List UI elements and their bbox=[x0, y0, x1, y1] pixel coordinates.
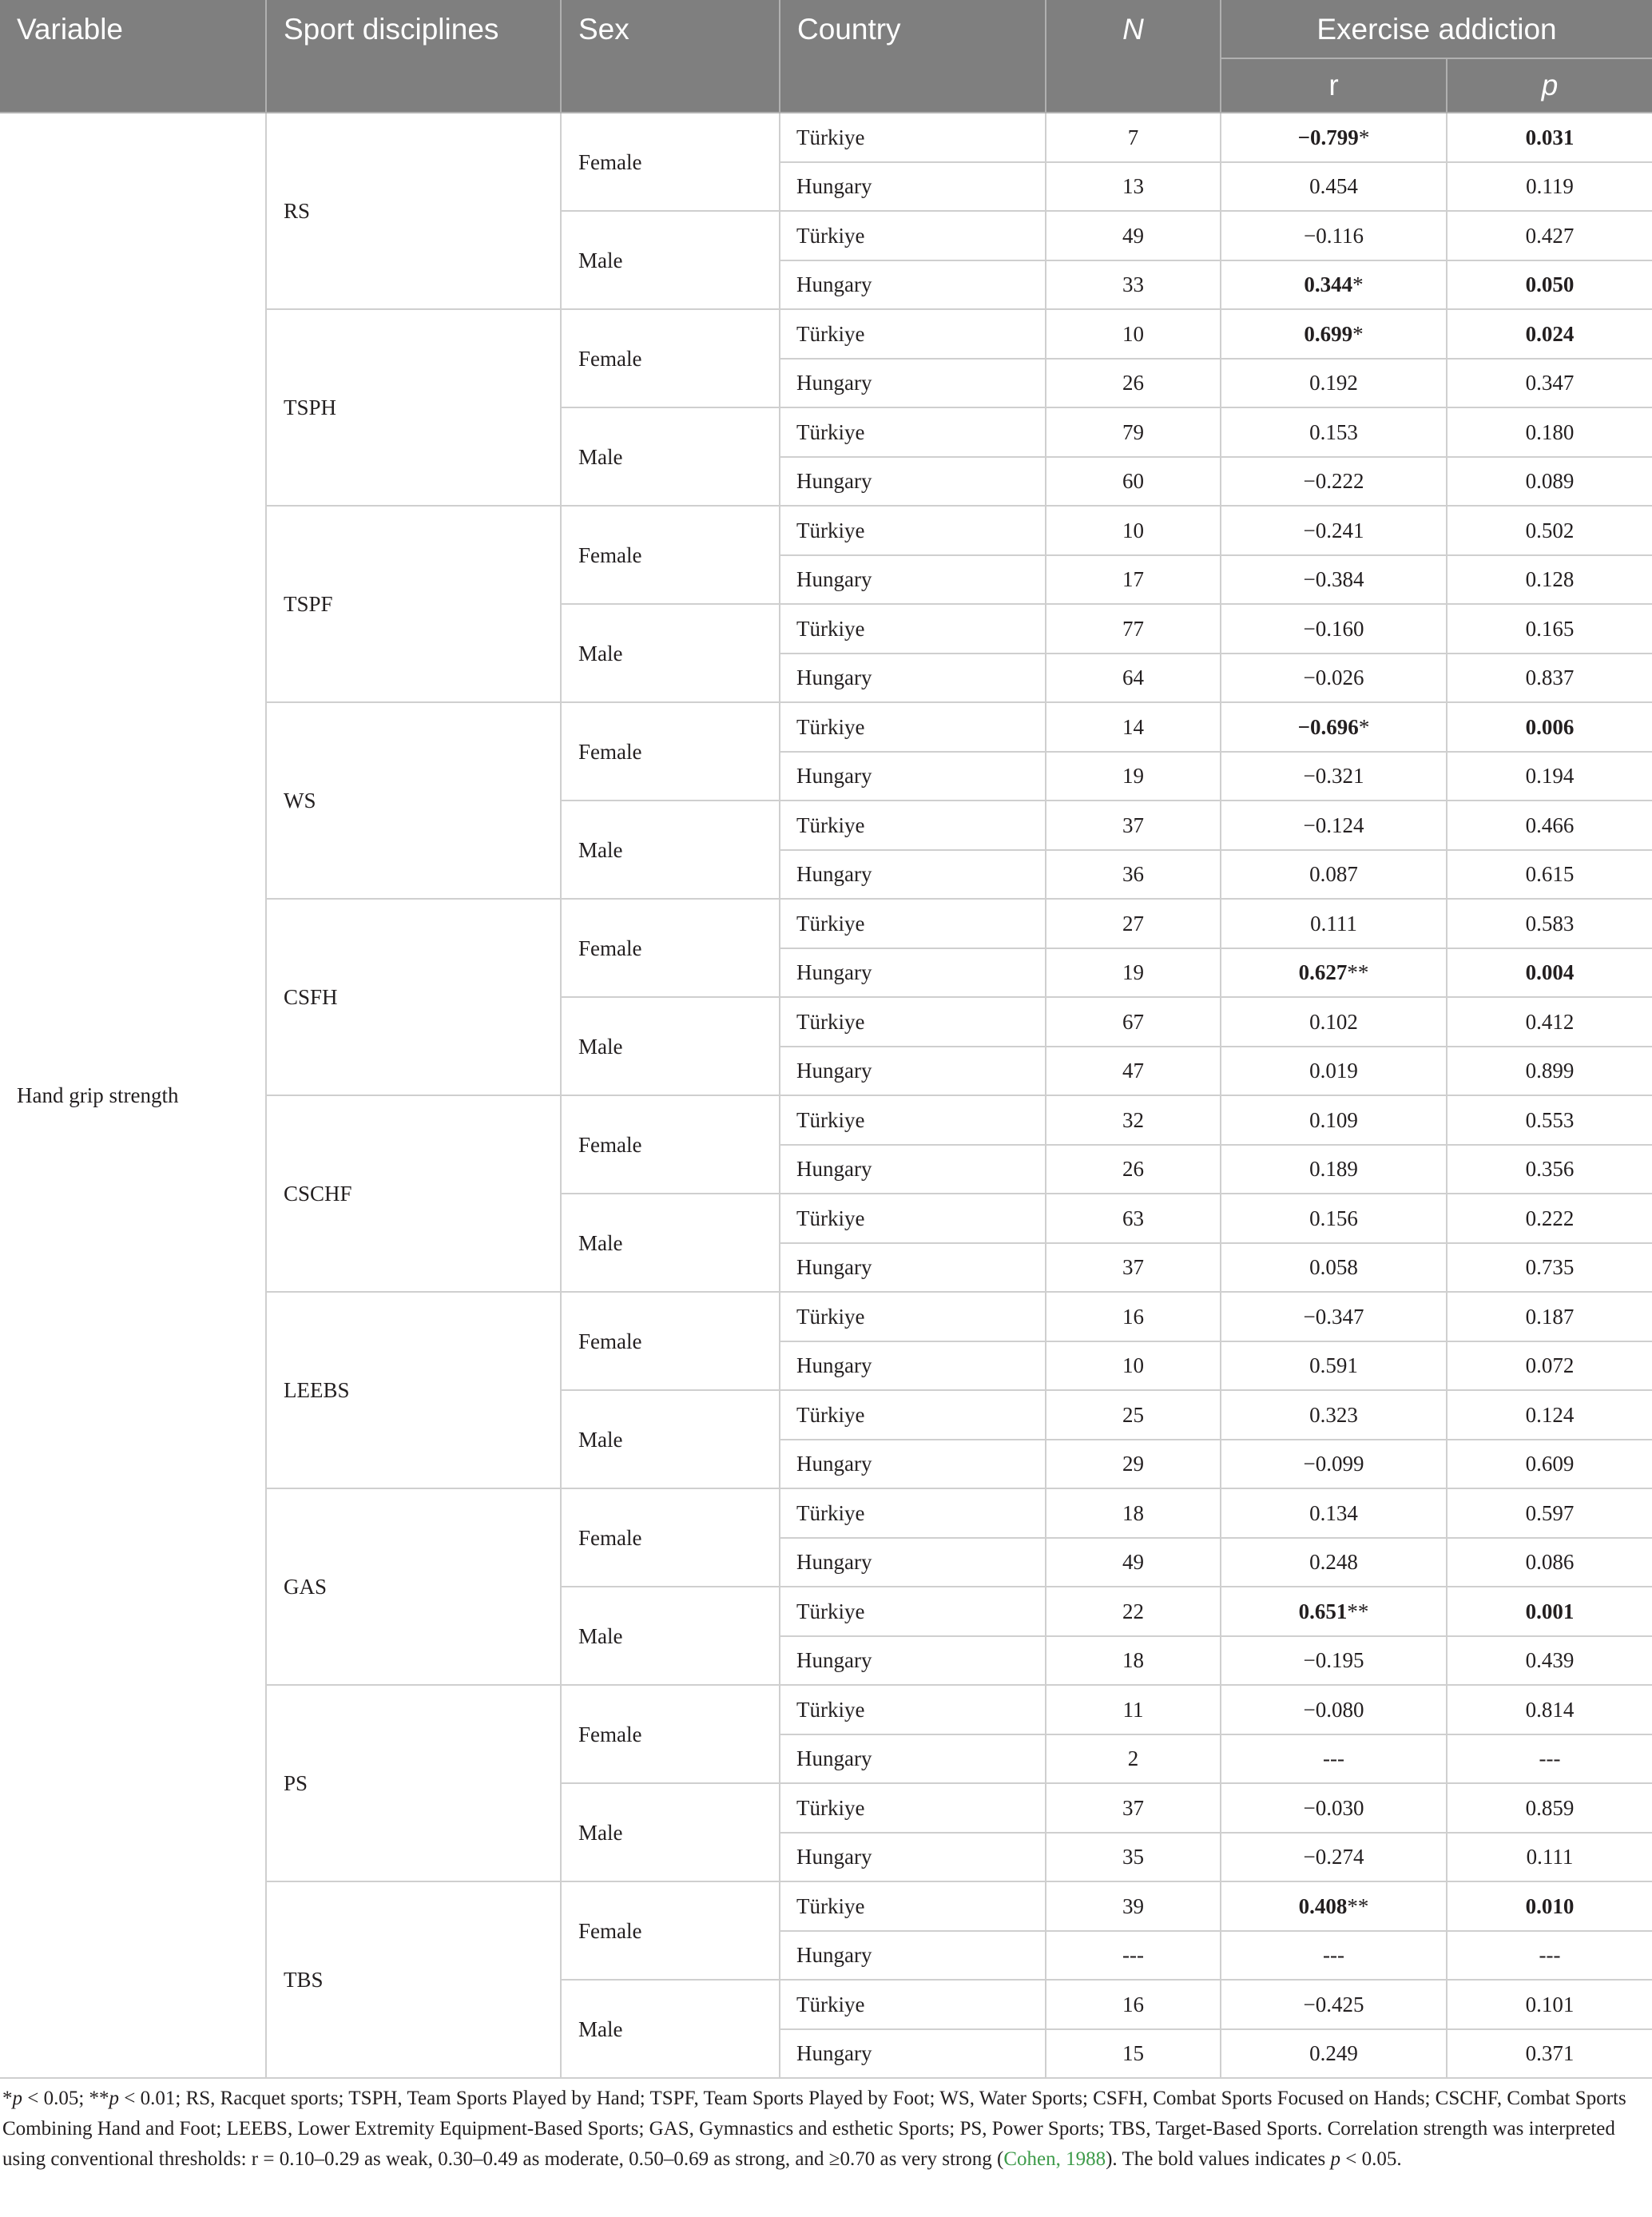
country-cell: Türkiye bbox=[780, 801, 1046, 850]
p-cell: 0.086 bbox=[1447, 1538, 1652, 1587]
n-cell: 37 bbox=[1046, 801, 1221, 850]
p-cell: 0.347 bbox=[1447, 359, 1652, 408]
sex-cell: Female bbox=[561, 702, 780, 801]
r-cell bbox=[1221, 1047, 1447, 1096]
country-cell: Türkiye bbox=[780, 1095, 1046, 1145]
p-cell: 0.412 bbox=[1447, 997, 1652, 1047]
p-cell: 0.615 bbox=[1447, 850, 1652, 900]
n-cell: 35 bbox=[1046, 1833, 1221, 1882]
p-cell: 0.222 bbox=[1447, 1194, 1652, 1243]
sex-cell: Female bbox=[561, 1292, 780, 1390]
country-cell: Hungary bbox=[780, 1145, 1046, 1194]
r-cell bbox=[1221, 1145, 1447, 1194]
n-cell: 27 bbox=[1046, 899, 1221, 948]
r-cell bbox=[1221, 1194, 1447, 1243]
r-cell bbox=[1221, 1243, 1447, 1293]
n-cell: 32 bbox=[1046, 1095, 1221, 1145]
p-cell: 0.111 bbox=[1447, 1833, 1652, 1882]
p-cell: 0.187 bbox=[1447, 1292, 1652, 1341]
r-cell bbox=[1221, 1587, 1447, 1636]
p-cell: 0.024 bbox=[1447, 309, 1652, 359]
country-cell: Hungary bbox=[780, 1931, 1046, 1981]
n-cell: 37 bbox=[1046, 1783, 1221, 1833]
header-row bbox=[0, 0, 1652, 58]
sex-cell: Male bbox=[561, 211, 780, 309]
n-cell: 39 bbox=[1046, 1881, 1221, 1931]
p-cell: 0.004 bbox=[1447, 948, 1652, 998]
discipline-cell: LEEBS bbox=[266, 1292, 561, 1488]
n-cell: 16 bbox=[1046, 1292, 1221, 1341]
footnote-text: < 0.05. bbox=[1340, 2148, 1402, 2170]
country-cell: Hungary bbox=[780, 752, 1046, 801]
n-cell: 29 bbox=[1046, 1440, 1221, 1489]
significance-marker: ** bbox=[1347, 1599, 1369, 1623]
n-cell: 18 bbox=[1046, 1636, 1221, 1686]
r-value: 0.134 bbox=[1309, 1500, 1358, 1525]
n-cell: 11 bbox=[1046, 1685, 1221, 1734]
r-value: −0.222 bbox=[1303, 469, 1364, 494]
r-cell bbox=[1221, 1292, 1447, 1341]
country-cell: Hungary bbox=[780, 1047, 1046, 1096]
r-value: −0.099 bbox=[1303, 1452, 1364, 1476]
r-cell bbox=[1221, 260, 1447, 310]
n-cell: 15 bbox=[1046, 2029, 1221, 2079]
n-cell: 2 bbox=[1046, 1734, 1221, 1784]
p-cell: 0.439 bbox=[1447, 1636, 1652, 1686]
sex-cell: Female bbox=[561, 113, 780, 211]
variable-cell: Hand grip strength bbox=[0, 113, 266, 2078]
sex-cell: Male bbox=[561, 997, 780, 1095]
sex-cell: Female bbox=[561, 1488, 780, 1587]
r-value: 0.627 bbox=[1298, 960, 1348, 985]
r-cell bbox=[1221, 113, 1447, 162]
r-value: −0.160 bbox=[1303, 616, 1364, 641]
sex-cell: Female bbox=[561, 309, 780, 407]
r-cell bbox=[1221, 899, 1447, 948]
footnote-text: < 0.01; RS, Racquet sports; TSPH, Team Sports Played by Hand; TSPF, Team Sports Played by Foot; WS, Water Sports; CSFH, Combat Sports Focused on Hands; CSCHF, Combat Sports Combining Hand and Foot; LEEBS, Lower Extremity Equipment-Based Sports; GAS, Gymnastics and esthetic Sports; PS, Power Sports; TBS, Target-Based Sports. Correlation strength was interpreted using conventional thresholds: r = 0.10–0.29 as weak, 0.30–0.49 as moderate, 0.50–0.69 as strong, and ≥0.70 as very strong ( bbox=[2, 2088, 1626, 2170]
r-value: 0.189 bbox=[1309, 1157, 1358, 1182]
p-cell: 0.128 bbox=[1447, 555, 1652, 605]
r-value: 0.087 bbox=[1309, 862, 1358, 887]
country-cell: Hungary bbox=[780, 2029, 1046, 2079]
header-exercise-addiction: Exercise addiction bbox=[1221, 0, 1652, 58]
p-cell: 0.165 bbox=[1447, 604, 1652, 654]
footnote-italic-symbol: p bbox=[1330, 2148, 1341, 2170]
table-body bbox=[0, 113, 1652, 2078]
country-cell: Türkiye bbox=[780, 113, 1046, 162]
country-cell: Türkiye bbox=[780, 1980, 1046, 2029]
p-cell: --- bbox=[1447, 1931, 1652, 1981]
n-cell: 16 bbox=[1046, 1980, 1221, 2029]
sex-cell: Female bbox=[561, 506, 780, 604]
country-cell: Hungary bbox=[780, 1341, 1046, 1391]
discipline-cell: GAS bbox=[266, 1488, 561, 1685]
country-cell: Türkiye bbox=[780, 211, 1046, 260]
country-cell: Türkiye bbox=[780, 506, 1046, 555]
r-value: 0.248 bbox=[1309, 1550, 1358, 1575]
country-cell: Hungary bbox=[780, 555, 1046, 605]
r-cell bbox=[1221, 752, 1447, 801]
r-cell bbox=[1221, 654, 1447, 703]
significance-marker: * bbox=[1352, 321, 1364, 346]
n-cell: 36 bbox=[1046, 850, 1221, 900]
r-value: −0.384 bbox=[1303, 567, 1364, 592]
r-cell bbox=[1221, 309, 1447, 359]
r-value: 0.058 bbox=[1309, 1255, 1358, 1280]
n-cell: 33 bbox=[1046, 260, 1221, 310]
p-cell: 0.101 bbox=[1447, 1980, 1652, 2029]
r-cell bbox=[1221, 359, 1447, 408]
r-cell bbox=[1221, 1488, 1447, 1538]
sex-cell: Male bbox=[561, 801, 780, 899]
r-cell bbox=[1221, 1734, 1447, 1784]
p-cell: 0.089 bbox=[1447, 457, 1652, 507]
r-value: 0.323 bbox=[1309, 1402, 1358, 1427]
table-footnote bbox=[0, 2079, 1652, 2175]
country-cell: Hungary bbox=[780, 1538, 1046, 1587]
country-cell: Hungary bbox=[780, 457, 1046, 507]
table-header bbox=[0, 0, 1652, 113]
p-cell: --- bbox=[1447, 1734, 1652, 1784]
country-cell: Türkiye bbox=[780, 1390, 1046, 1440]
country-cell: Türkiye bbox=[780, 309, 1046, 359]
r-value: 0.249 bbox=[1309, 2041, 1358, 2066]
r-value: 0.408 bbox=[1298, 1893, 1348, 1918]
r-cell bbox=[1221, 1783, 1447, 1833]
n-cell: 10 bbox=[1046, 309, 1221, 359]
sex-cell: Male bbox=[561, 1980, 780, 2078]
r-cell bbox=[1221, 1833, 1447, 1882]
sex-cell: Male bbox=[561, 1587, 780, 1685]
n-cell: 18 bbox=[1046, 1488, 1221, 1538]
r-value: 0.102 bbox=[1309, 1009, 1358, 1034]
r-cell bbox=[1221, 1931, 1447, 1981]
discipline-cell: TSPF bbox=[266, 506, 561, 702]
n-cell: 37 bbox=[1046, 1243, 1221, 1293]
country-cell: Türkiye bbox=[780, 1783, 1046, 1833]
r-value: −0.195 bbox=[1303, 1648, 1364, 1673]
p-cell: 0.356 bbox=[1447, 1145, 1652, 1194]
p-cell: 0.597 bbox=[1447, 1488, 1652, 1538]
p-cell: 0.553 bbox=[1447, 1095, 1652, 1145]
p-cell: 0.010 bbox=[1447, 1881, 1652, 1931]
r-value: 0.591 bbox=[1309, 1353, 1358, 1378]
r-cell bbox=[1221, 1538, 1447, 1587]
n-cell: 22 bbox=[1046, 1587, 1221, 1636]
p-cell: 0.180 bbox=[1447, 407, 1652, 457]
citation-link[interactable]: Cohen, 1988 bbox=[1003, 2148, 1106, 2170]
header-variable: Variable bbox=[0, 0, 266, 113]
n-cell: 47 bbox=[1046, 1047, 1221, 1096]
r-cell bbox=[1221, 1341, 1447, 1391]
discipline-cell: CSFH bbox=[266, 899, 561, 1095]
r-cell bbox=[1221, 1095, 1447, 1145]
r-value: 0.111 bbox=[1310, 911, 1357, 936]
country-cell: Hungary bbox=[780, 1833, 1046, 1882]
country-cell: Türkiye bbox=[780, 1488, 1046, 1538]
footnote-text: ). The bold values indicates bbox=[1106, 2148, 1331, 2170]
header-n: N bbox=[1046, 0, 1221, 113]
r-value: 0.109 bbox=[1309, 1107, 1358, 1132]
significance-marker: * bbox=[1358, 714, 1370, 739]
country-cell: Hungary bbox=[780, 260, 1046, 310]
r-value: −0.425 bbox=[1303, 1992, 1364, 2016]
r-value: 0.019 bbox=[1309, 1059, 1358, 1083]
r-cell bbox=[1221, 997, 1447, 1047]
p-cell: 0.050 bbox=[1447, 260, 1652, 310]
r-cell bbox=[1221, 1636, 1447, 1686]
n-cell: 49 bbox=[1046, 211, 1221, 260]
r-cell bbox=[1221, 1390, 1447, 1440]
p-cell: 0.001 bbox=[1447, 1587, 1652, 1636]
r-cell bbox=[1221, 407, 1447, 457]
p-cell: 0.837 bbox=[1447, 654, 1652, 703]
p-cell: 0.502 bbox=[1447, 506, 1652, 555]
country-cell: Hungary bbox=[780, 1636, 1046, 1686]
r-value: −0.080 bbox=[1303, 1697, 1364, 1722]
r-cell bbox=[1221, 702, 1447, 752]
header-p: p bbox=[1447, 58, 1652, 113]
country-cell: Türkiye bbox=[780, 997, 1046, 1047]
r-cell bbox=[1221, 850, 1447, 900]
r-value: --- bbox=[1323, 1943, 1344, 1968]
n-cell: 13 bbox=[1046, 162, 1221, 212]
n-cell: 26 bbox=[1046, 1145, 1221, 1194]
country-cell: Türkiye bbox=[780, 1685, 1046, 1734]
country-cell: Hungary bbox=[780, 1440, 1046, 1489]
country-cell: Türkiye bbox=[780, 407, 1046, 457]
p-cell: 0.609 bbox=[1447, 1440, 1652, 1489]
footnote-text: < 0.05; ** bbox=[22, 2088, 109, 2109]
discipline-cell: WS bbox=[266, 702, 561, 899]
r-cell bbox=[1221, 211, 1447, 260]
country-cell: Hungary bbox=[780, 948, 1046, 998]
p-cell: 0.466 bbox=[1447, 801, 1652, 850]
p-cell: 0.371 bbox=[1447, 2029, 1652, 2079]
r-value: 0.153 bbox=[1309, 419, 1358, 444]
r-cell bbox=[1221, 162, 1447, 212]
country-cell: Türkiye bbox=[780, 604, 1046, 654]
r-value: −0.347 bbox=[1303, 1304, 1364, 1329]
n-cell: 19 bbox=[1046, 948, 1221, 998]
n-cell: 10 bbox=[1046, 506, 1221, 555]
footnote-italic-symbol: p bbox=[12, 2088, 22, 2109]
footnote-text: * bbox=[2, 2088, 13, 2109]
discipline-cell: TBS bbox=[266, 1881, 561, 2078]
r-cell bbox=[1221, 506, 1447, 555]
r-cell bbox=[1221, 801, 1447, 850]
p-cell: 0.072 bbox=[1447, 1341, 1652, 1391]
n-cell: 10 bbox=[1046, 1341, 1221, 1391]
country-cell: Hungary bbox=[780, 654, 1046, 703]
header-sex: Sex bbox=[561, 0, 780, 113]
footnote-italic-symbol: p bbox=[109, 2088, 120, 2109]
header-sport-disciplines: Sport disciplines bbox=[266, 0, 561, 113]
p-cell: 0.006 bbox=[1447, 702, 1652, 752]
sex-cell: Male bbox=[561, 604, 780, 702]
r-value: −0.799 bbox=[1297, 125, 1359, 149]
r-cell bbox=[1221, 1685, 1447, 1734]
p-cell: 0.814 bbox=[1447, 1685, 1652, 1734]
country-cell: Hungary bbox=[780, 1243, 1046, 1293]
r-value: −0.124 bbox=[1303, 813, 1364, 837]
n-cell: 49 bbox=[1046, 1538, 1221, 1587]
header-country: Country bbox=[780, 0, 1046, 113]
r-value: 0.699 bbox=[1304, 321, 1353, 346]
significance-marker: * bbox=[1352, 272, 1364, 297]
country-cell: Türkiye bbox=[780, 1881, 1046, 1931]
country-cell: Türkiye bbox=[780, 899, 1046, 948]
r-value: −0.321 bbox=[1303, 764, 1364, 789]
p-cell: 0.899 bbox=[1447, 1047, 1652, 1096]
r-value: 0.156 bbox=[1309, 1206, 1358, 1230]
p-cell: 0.735 bbox=[1447, 1243, 1652, 1293]
country-cell: Hungary bbox=[780, 359, 1046, 408]
country-cell: Türkiye bbox=[780, 1292, 1046, 1341]
r-cell bbox=[1221, 948, 1447, 998]
discipline-cell: TSPH bbox=[266, 309, 561, 506]
r-value: −0.116 bbox=[1304, 223, 1364, 248]
r-cell bbox=[1221, 2029, 1447, 2079]
r-cell bbox=[1221, 1980, 1447, 2029]
r-value: −0.274 bbox=[1303, 1845, 1364, 1869]
sex-cell: Female bbox=[561, 1095, 780, 1194]
significance-marker: ** bbox=[1347, 960, 1369, 985]
n-cell: 63 bbox=[1046, 1194, 1221, 1243]
n-cell: 77 bbox=[1046, 604, 1221, 654]
sex-cell: Male bbox=[561, 407, 780, 506]
r-cell bbox=[1221, 1881, 1447, 1931]
discipline-cell: CSCHF bbox=[266, 1095, 561, 1292]
header-r: r bbox=[1221, 58, 1447, 113]
r-value: −0.241 bbox=[1303, 518, 1364, 542]
r-value: −0.696 bbox=[1297, 714, 1359, 739]
r-cell bbox=[1221, 1440, 1447, 1489]
sex-cell: Male bbox=[561, 1194, 780, 1292]
discipline-cell: RS bbox=[266, 113, 561, 309]
n-cell: 64 bbox=[1046, 654, 1221, 703]
p-cell: 0.427 bbox=[1447, 211, 1652, 260]
r-value: −0.030 bbox=[1303, 1795, 1364, 1820]
n-cell: 7 bbox=[1046, 113, 1221, 162]
r-value: 0.344 bbox=[1304, 272, 1353, 297]
table-row bbox=[0, 113, 1652, 162]
n-cell: 17 bbox=[1046, 555, 1221, 605]
country-cell: Türkiye bbox=[780, 1194, 1046, 1243]
r-cell bbox=[1221, 555, 1447, 605]
significance-marker: * bbox=[1358, 125, 1370, 149]
n-cell: 14 bbox=[1046, 702, 1221, 752]
sex-cell: Female bbox=[561, 1881, 780, 1980]
sex-cell: Male bbox=[561, 1783, 780, 1881]
n-cell: 79 bbox=[1046, 407, 1221, 457]
country-cell: Hungary bbox=[780, 850, 1046, 900]
sex-cell: Female bbox=[561, 1685, 780, 1783]
r-value: −0.026 bbox=[1303, 665, 1364, 690]
r-cell bbox=[1221, 457, 1447, 507]
discipline-cell: PS bbox=[266, 1685, 561, 1881]
r-cell bbox=[1221, 604, 1447, 654]
p-cell: 0.031 bbox=[1447, 113, 1652, 162]
country-cell: Hungary bbox=[780, 1734, 1046, 1784]
p-cell: 0.124 bbox=[1447, 1390, 1652, 1440]
significance-marker: ** bbox=[1347, 1893, 1369, 1918]
n-cell: --- bbox=[1046, 1931, 1221, 1981]
r-value: --- bbox=[1323, 1746, 1344, 1771]
p-cell: 0.859 bbox=[1447, 1783, 1652, 1833]
n-cell: 25 bbox=[1046, 1390, 1221, 1440]
n-cell: 19 bbox=[1046, 752, 1221, 801]
r-value: 0.192 bbox=[1309, 371, 1358, 395]
p-cell: 0.119 bbox=[1447, 162, 1652, 212]
n-cell: 67 bbox=[1046, 997, 1221, 1047]
country-cell: Türkiye bbox=[780, 1587, 1046, 1636]
sex-cell: Male bbox=[561, 1390, 780, 1488]
r-value: 0.454 bbox=[1309, 174, 1358, 199]
r-value: 0.651 bbox=[1298, 1599, 1348, 1623]
n-cell: 60 bbox=[1046, 457, 1221, 507]
country-cell: Türkiye bbox=[780, 702, 1046, 752]
country-cell: Hungary bbox=[780, 162, 1046, 212]
sex-cell: Female bbox=[561, 899, 780, 997]
p-cell: 0.583 bbox=[1447, 899, 1652, 948]
n-cell: 26 bbox=[1046, 359, 1221, 408]
p-cell: 0.194 bbox=[1447, 752, 1652, 801]
